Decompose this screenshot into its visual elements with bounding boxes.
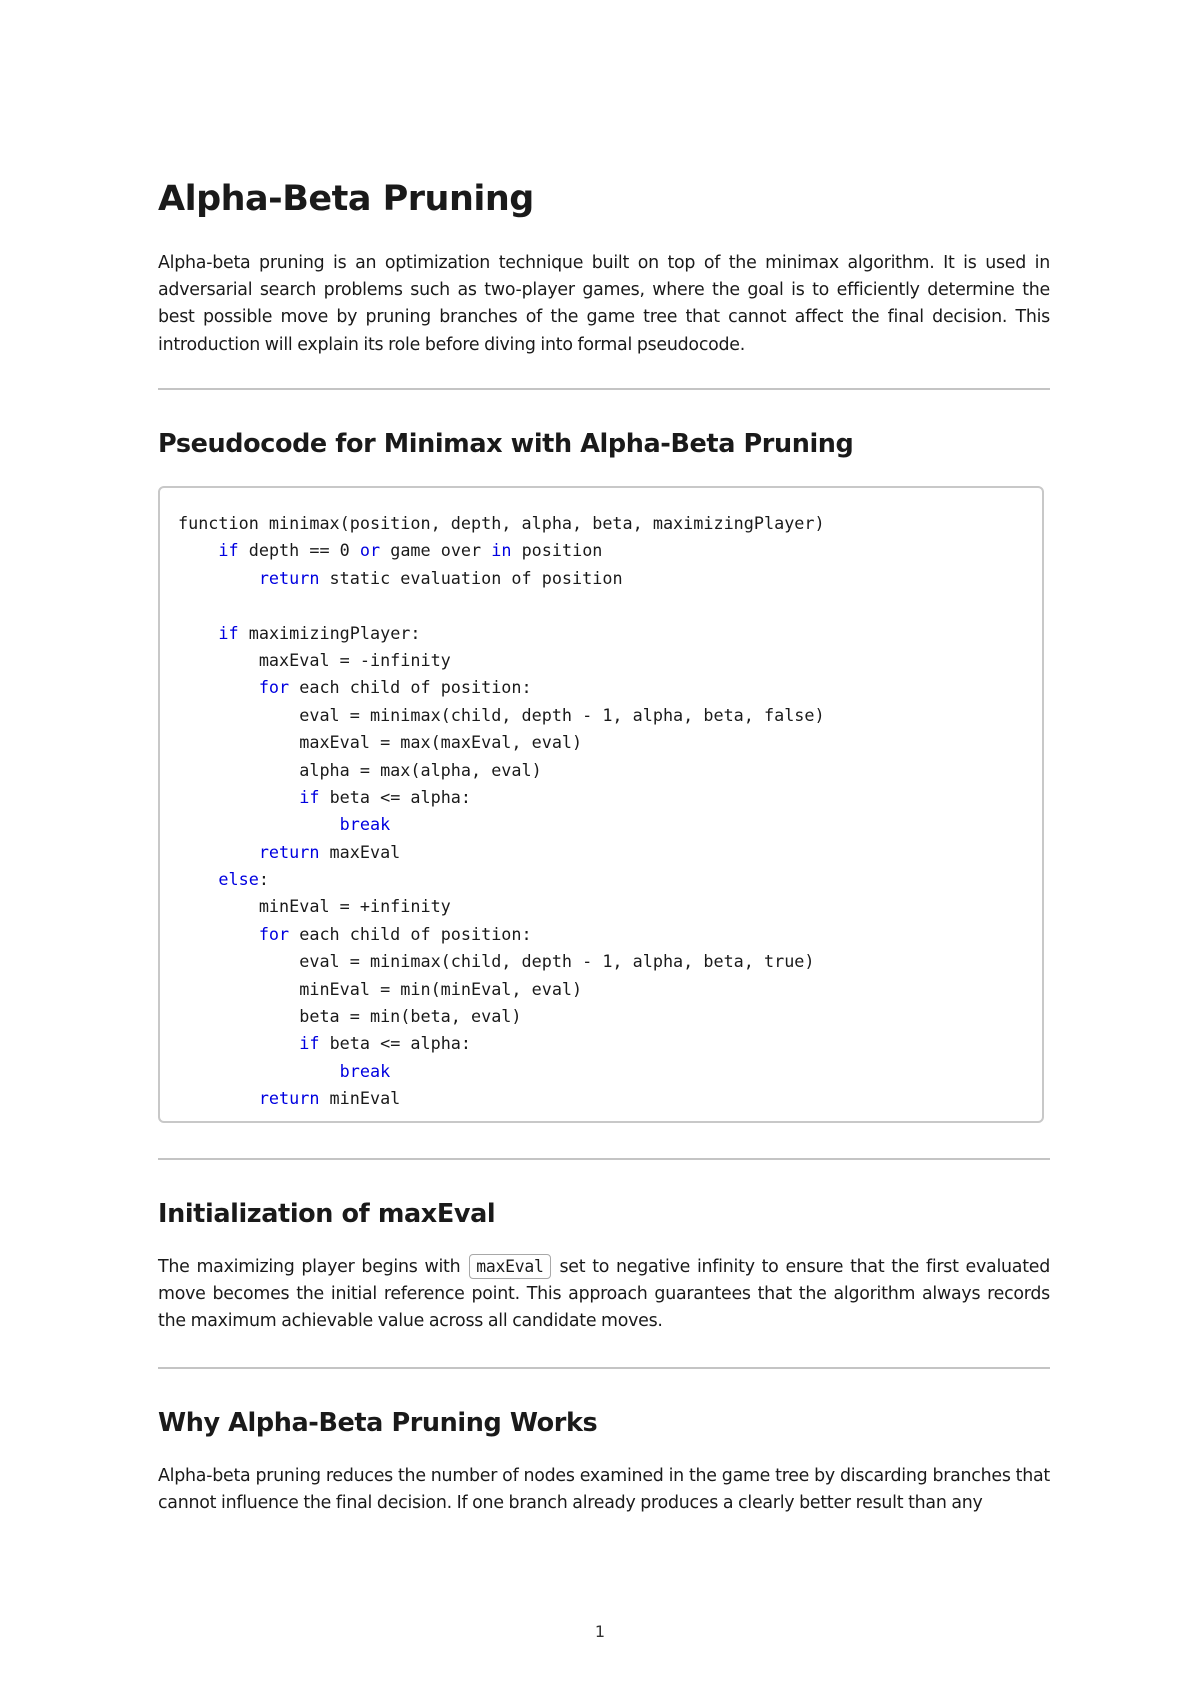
code-text: [178, 842, 259, 862]
code-text: minEval = +infinity: [178, 896, 451, 917]
paragraph-text: set to negative infinity to ensure that the first evaluated move becomes the initial reference point. This approach guarantees that the algorithm always records the maximum achievable value across all candidate moves.: [158, 1257, 1051, 1332]
initialization-paragraph: [158, 1253, 1050, 1336]
code-line: [178, 893, 1042, 920]
code-text: beta <= alpha:: [319, 786, 472, 807]
code-text: position: [511, 540, 603, 561]
code-line: [178, 592, 1042, 619]
code-keyword: if: [218, 540, 239, 561]
code-keyword: return: [258, 841, 320, 862]
code-line: [178, 948, 1042, 975]
code-keyword: if: [218, 622, 239, 643]
code-keyword: for: [258, 923, 290, 944]
code-text: [178, 623, 218, 643]
code-keyword: or: [359, 540, 381, 561]
code-line: [178, 839, 1042, 866]
code-line: [178, 510, 1042, 537]
code-keyword: if: [299, 786, 320, 807]
divider: [158, 388, 1050, 390]
code-text: [178, 814, 340, 834]
code-line: [178, 1085, 1042, 1112]
code-text: minEval = min(minEval, eval): [178, 978, 583, 999]
code-line: [178, 976, 1042, 1003]
code-text: depth == 0: [238, 540, 360, 561]
code-line: [178, 565, 1042, 592]
code-text: maxEval = max(maxEval, eval): [178, 732, 583, 753]
code-text: [178, 540, 218, 560]
code-text: maxEval = -infinity: [178, 649, 451, 670]
code-text: each child of position:: [289, 677, 532, 698]
section-heading-why: Why Alpha-Beta Pruning Works: [158, 1408, 598, 1438]
code-line: [178, 647, 1042, 674]
code-text: minEval: [319, 1088, 401, 1109]
code-keyword: return: [258, 567, 320, 588]
code-text: game over: [380, 540, 492, 561]
code-keyword: break: [339, 814, 391, 835]
inline-code: maxEval: [469, 1254, 550, 1279]
code-line: [178, 674, 1042, 701]
why-paragraph: Alpha-beta pruning reduces the number of nodes examined in the game tree by discarding branches that cannot influence the final decision. If one branch already produces a clearly better result than any: [158, 1466, 1050, 1514]
code-line: [178, 757, 1042, 784]
code-text: [178, 787, 299, 807]
intro-paragraph: Alpha-beta pruning is an optimization technique built on top of the minimax algorithm. It is used in adversarial search problems such as two-player games, where the goal is to efficiently determine the best possible move by pruning branches of the game tree that cannot affect the final decision. This introduction will explain its role before diving into formal pseudocode.: [158, 253, 1050, 355]
code-line: [178, 866, 1042, 893]
code-keyword: break: [339, 1060, 391, 1081]
code-text: beta <= alpha:: [319, 1033, 472, 1054]
divider: [158, 1158, 1050, 1160]
section-heading-initialization: Initialization of maxEval: [158, 1199, 496, 1229]
code-text: each child of position:: [289, 923, 532, 944]
pseudocode: [160, 488, 1042, 1113]
code-line: [178, 921, 1042, 948]
code-line: [178, 1003, 1042, 1030]
code-text: [178, 1033, 299, 1053]
code-text: eval = minimax(child, depth - 1, alpha, beta, false): [178, 704, 825, 725]
code-text: [178, 1061, 340, 1081]
code-text: static evaluation of position: [319, 567, 623, 588]
code-line: [178, 620, 1042, 647]
code-line: [178, 729, 1042, 756]
code-line: [178, 1058, 1042, 1085]
code-text: function minimax(position, depth, alpha, beta, maximizingPlayer): [178, 513, 825, 533]
code-text: eval = minimax(child, depth - 1, alpha, beta, true): [178, 951, 815, 972]
code-text: [178, 869, 218, 889]
code-keyword: return: [258, 1088, 320, 1109]
code-line: [178, 811, 1042, 838]
code-text: [178, 1088, 259, 1108]
code-line: [178, 1030, 1042, 1057]
code-text: beta = min(beta, eval): [178, 1006, 522, 1027]
code-text: [178, 924, 259, 944]
code-line: [178, 784, 1042, 811]
page-number: 1: [594, 1622, 606, 1641]
code-text: [178, 677, 259, 697]
paragraph-text: The maximizing player begins with: [158, 1257, 461, 1277]
code-keyword: if: [299, 1033, 320, 1054]
code-text: maxEval: [319, 841, 401, 862]
code-keyword: in: [491, 540, 512, 561]
code-text: [178, 568, 259, 588]
code-line: [178, 537, 1042, 564]
section-heading-pseudocode: Pseudocode for Minimax with Alpha-Beta Pruning: [158, 429, 854, 459]
page-title: Alpha-Beta Pruning: [158, 179, 534, 219]
code-keyword: for: [258, 677, 290, 698]
code-block: [158, 486, 1044, 1123]
code-keyword: else: [218, 869, 259, 890]
code-text: alpha = max(alpha, eval): [178, 759, 542, 780]
code-text: :: [258, 869, 269, 890]
code-line: [178, 702, 1042, 729]
code-text: maximizingPlayer:: [238, 622, 421, 643]
divider: [158, 1367, 1050, 1369]
